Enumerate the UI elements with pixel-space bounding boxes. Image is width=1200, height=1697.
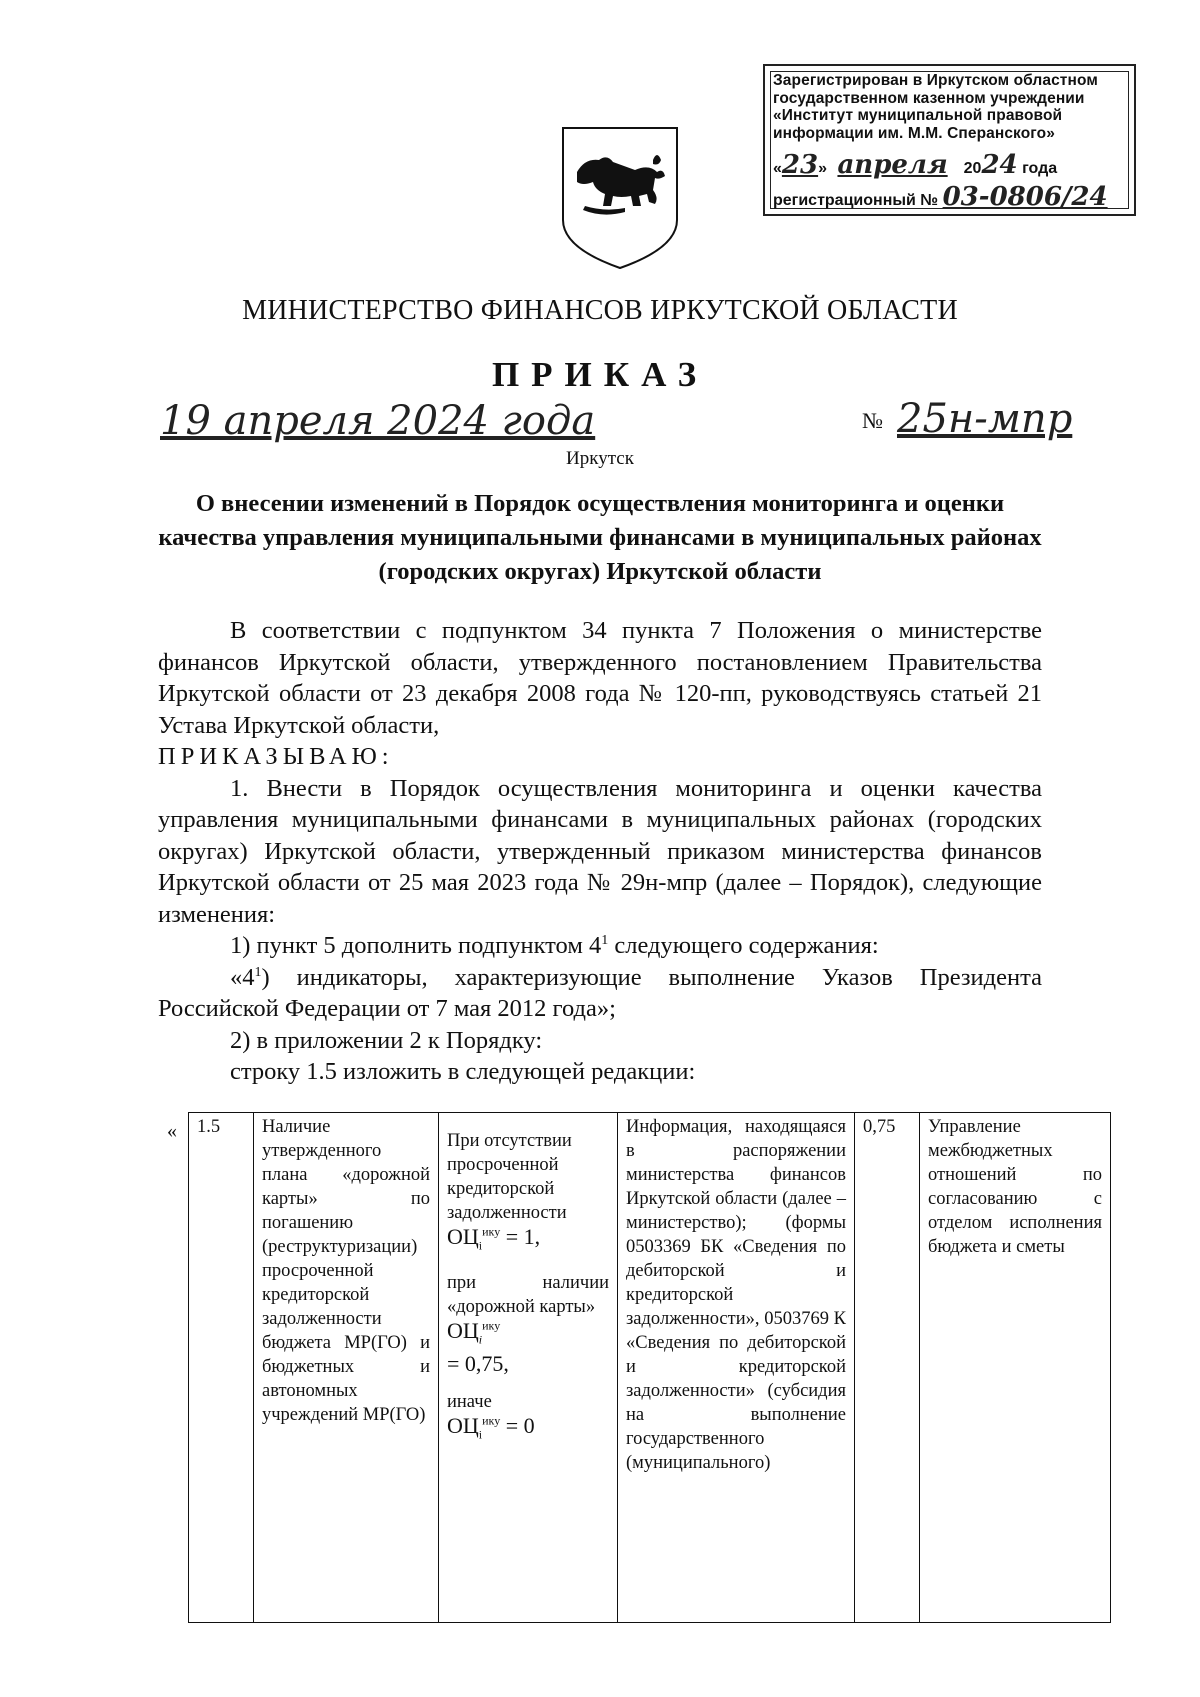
indicator-table: [188, 1112, 1111, 1623]
calc-condition-2: при наличии «дорожной карты»: [447, 1273, 609, 1318]
table-row: [189, 1113, 1111, 1623]
stamp-year-suffix: 24: [981, 150, 1018, 180]
preamble-paragraph: В соответствии с подпунктом 34 пункта 7 Положения о министерстве финансов Иркутской области, утвержденного постановлением Правительства Иркутской области от 23 декабря 2008 года № 120-пп, руководствуясь статьей 21 Устава Иркутской области,: [158, 617, 1042, 739]
calc-condition-3: иначе: [447, 1391, 492, 1412]
number-label: №: [862, 408, 883, 433]
stamp-day: 23: [781, 150, 819, 180]
calculation-cell: [439, 1113, 618, 1623]
coat-of-arms-emblem: [555, 120, 685, 270]
quoted-subitem-paragraph: «$4^1$) индикаторы, характеризующие выполнение Указов Президента Российской Федерации от 7 мая 2012 года»;: [158, 963, 1042, 1022]
formula-2-value: = 0,75,: [447, 1350, 509, 1376]
formula-2: $ОЦ_i^{ику}$: [447, 1318, 501, 1347]
row-replacement-line: строку 1.5 изложить в следующей редакции:: [230, 1058, 696, 1085]
document-body: [158, 615, 1042, 1088]
subitem-2-paragraph: 2) в приложении 2 к Порядку:: [230, 1026, 543, 1054]
babr-animal-icon: [577, 155, 665, 215]
responsible-cell: Управление межбюджетных отношений по согласованию с отделом исполнения бюджета и сметы: [920, 1113, 1111, 1623]
stamp-year-word: года: [1022, 160, 1058, 177]
row-number-cell: 1.5: [189, 1113, 254, 1623]
formula-1: $ОЦ_i^{ику} = 1$,: [447, 1224, 541, 1253]
item-1-paragraph: 1. Внести в Порядок осуществления мониторинга и оценки качества управления муниципальными финансами в муниципальных районах (городских округах) Иркутской области, утвержденный приказом министерства финансов Иркутской области от 25 мая 2023 года № 29н-мпр (далее – Порядок), следующие изменения:: [158, 774, 1042, 928]
city: Иркутск: [566, 448, 634, 469]
document-title: О внесении изменений в Порядок осуществления мониторинга и оценки качества управления муниципальными финансами в муниципальных районах (городских округах) Иркутской области: [158, 490, 1042, 585]
formula-3: $ОЦ_i^{ику} = 0$: [447, 1412, 535, 1442]
stamp-line: Зарегистрирован в Иркутском областном: [773, 72, 1098, 89]
order-word: ПРИКАЗЫВАЮ:: [158, 743, 394, 770]
stamp-line: «Институт муниципальной правовой: [773, 107, 1063, 124]
handwritten-date: 19 апреля 2024 года: [160, 398, 596, 444]
stamp-date: «23» апреля 2024 года: [773, 150, 1058, 180]
stamp-reg-label: регистрационный №: [773, 192, 939, 209]
stamp-registration: [773, 182, 1108, 212]
stamp-line: информации им. М.М. Сперанского»: [773, 124, 1055, 142]
source-cell: Информация, находящаяся в распоряжении министерства финансов Иркутской области (далее – министерство); (формы 0503369 БК «Сведения по дебиторской и кредиторской задолженности», 0503769 К «Сведения по дебиторской и кредиторской задолженности» (субсидия на выполнение государственного (муниципального): [618, 1113, 855, 1623]
stamp-month: апреля: [837, 150, 948, 180]
document-type: ПРИКАЗ: [491, 355, 709, 394]
handwritten-number: 25н-мпр: [897, 396, 1073, 442]
indicator-cell: Наличие утвержденного плана «дорожной карты» по погашению (реструктуризации) просроченной кредиторской задолженности бюджета МР(ГО) и бюджетных и автономных учреждений МР(ГО): [254, 1113, 439, 1623]
stamp-line: государственном казенном учреждении: [773, 89, 1085, 107]
registration-stamp: [763, 64, 1136, 216]
calc-condition-1: При отсутствии просроченной кредиторской задолженности: [447, 1131, 572, 1223]
stamp-reg-number: 03-0806/24: [942, 182, 1108, 212]
stamp-text: [773, 72, 1128, 142]
weight-cell: 0,75: [855, 1113, 920, 1623]
stamp-year-prefix: 20: [963, 160, 982, 177]
table-open-quote: «: [167, 1120, 177, 1142]
subitem-1-paragraph: 1) пункт 5 дополнить подпунктом $4^1$ следующего содержания:: [230, 932, 879, 959]
ministry-name: МИНИСТЕРСТВО ФИНАНСОВ ИРКУТСКОЙ ОБЛАСТИ: [242, 295, 958, 326]
